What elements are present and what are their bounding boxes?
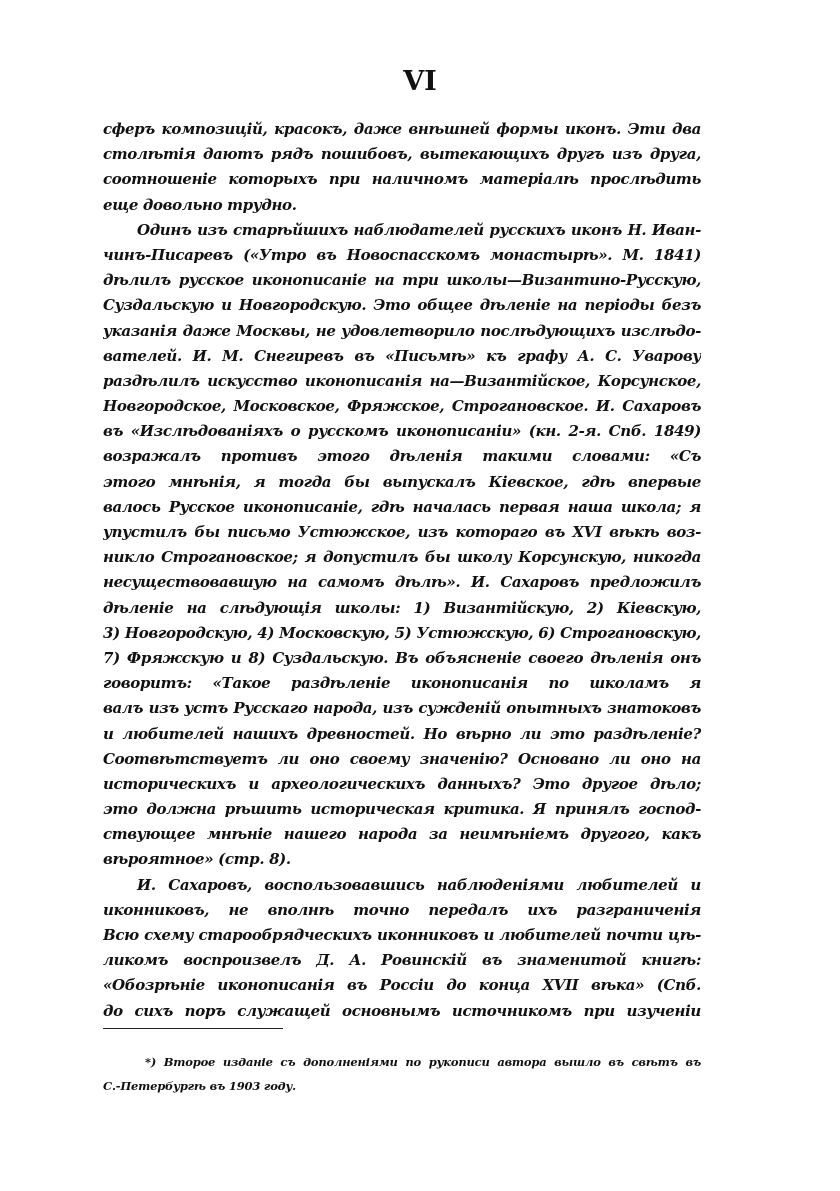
text-line: ствующее мнѣніе нашего народа за неимѣніемъ другого, какъ [103, 825, 701, 844]
text-line: Одинъ изъ старѣйшихъ наблюдателей русскихъ иконъ Н. Иван- [137, 220, 701, 239]
text-line: Соотвѣтствуетъ ли оно своему значенію? Основано ли оно на [103, 749, 701, 768]
text-line: соотношеніе которыхъ при наличномъ матеріалѣ прослѣдить [103, 170, 701, 189]
text-line: дѣлилъ русское иконописаніе на три школы—Византино-Русскую, [103, 271, 701, 290]
text-line: дѣленіе на слѣдующія школы: 1) Византійскую, 2) Кіевскую, [103, 598, 701, 617]
text-line: 7) Фряжскую и 8) Суздальскую. Въ объясненіе своего дѣленія онъ [103, 648, 701, 667]
text-line: чинъ-Писаревъ («Утро въ Новоспасскомъ монастырѣ». М. 1841) [103, 245, 701, 264]
text-line: валъ изъ устъ Русскаго народа, изъ сужденій опытныхъ знатоковъ [103, 699, 701, 718]
text-line: возражалъ противъ этого дѣленія такими словами: «Съ [103, 447, 701, 466]
text-line: историческихъ и археологическихъ данныхъ? Это другое дѣло; [103, 774, 701, 793]
footnote-divider [103, 1028, 283, 1029]
text-line: несуществовавшую на самомъ дѣлѣ». И. Сахаровъ предложилъ [103, 573, 701, 592]
text-line: «Обозрѣніе иконописанія въ Россіи до конца XVII вѣка» (Спб. [103, 976, 701, 995]
text-line: и любителей нашихъ древностей. Но вѣрно ли это раздѣленіе? [103, 724, 701, 743]
text-line: валось Русское иконописаніе, гдѣ началась первая наша школа; я [103, 497, 701, 516]
text-line: Суздальскую и Новгородскую. Это общее дѣленіе на періоды безъ [103, 296, 701, 315]
text-line: Всю схему старообрядческихъ иконниковъ и любителей почти цѣ- [103, 926, 701, 944]
text-line: Новгородское, Московское, Фряжское, Строгановское. И. Сахаровъ [103, 397, 701, 416]
text-line: до сихъ поръ служащей основнымъ источникомъ при изученіи [103, 1001, 701, 1020]
text-line: этого мнѣнія, я тогда бы выпускалъ Кіевское, гдѣ впервые [103, 472, 701, 491]
footnote-line: С.-Петербургѣ въ 1903 году. [103, 1079, 296, 1093]
text-line: вѣроятное» (стр. 8). [103, 850, 291, 869]
text-line: никло Строгановское; я допустилъ бы школу Корсунскую, никогда [103, 548, 701, 567]
text-line: раздѣлилъ искусство иконописанія на—Византійское, Корсунское, [103, 371, 701, 390]
text-line: въ «Изслѣдованіяхъ о русскомъ иконописаніи» (кн. 2-я. Спб. 1849) [103, 422, 701, 441]
text-line: иконниковъ, не вполнѣ точно передалъ ихъ разграниченія [103, 900, 701, 919]
text-line: это должна рѣшить историческая критика. Я принялъ господ- [103, 800, 701, 819]
text-line: сферъ композицій, красокъ, даже внѣшней формы иконъ. Эти два [103, 120, 701, 138]
text-line: ликомъ воспроизвелъ Д. А. Ровинскій въ знаменитой книгѣ: [103, 951, 701, 970]
text-line: 3) Новгородскую, 4) Московскую, 5) Устюжскую, 6) Строгановскую, [103, 623, 701, 642]
text-line: указанія даже Москвы, не удовлетворило послѣдующихъ изслѣдо- [103, 321, 701, 340]
footnote-line: *) Второе изданіе съ дополненіями по рукописи автора вышло въ свѣтъ въ [145, 1055, 701, 1069]
text-line: И. Сахаровъ, воспользовавшись наблюденіями любителей и [137, 875, 701, 894]
text-line: столѣтія даютъ рядъ пошибовъ, вытекающихъ другъ изъ друга, [103, 145, 701, 164]
text-line: вателей. И. М. Снегиревъ въ «Письмѣ» къ графу А. С. Уварову [103, 346, 701, 365]
body-text [103, 117, 701, 1024]
text-line: еще довольно трудно. [103, 195, 297, 214]
page-number: VI [403, 66, 437, 97]
text-line: упустилъ бы письмо Устюжское, изъ котораго въ XVI вѣкѣ воз- [103, 523, 701, 541]
footnote [103, 1050, 701, 1098]
text-line: говоритъ: «Такое раздѣленіе иконописанія по школамъ я [103, 674, 701, 693]
